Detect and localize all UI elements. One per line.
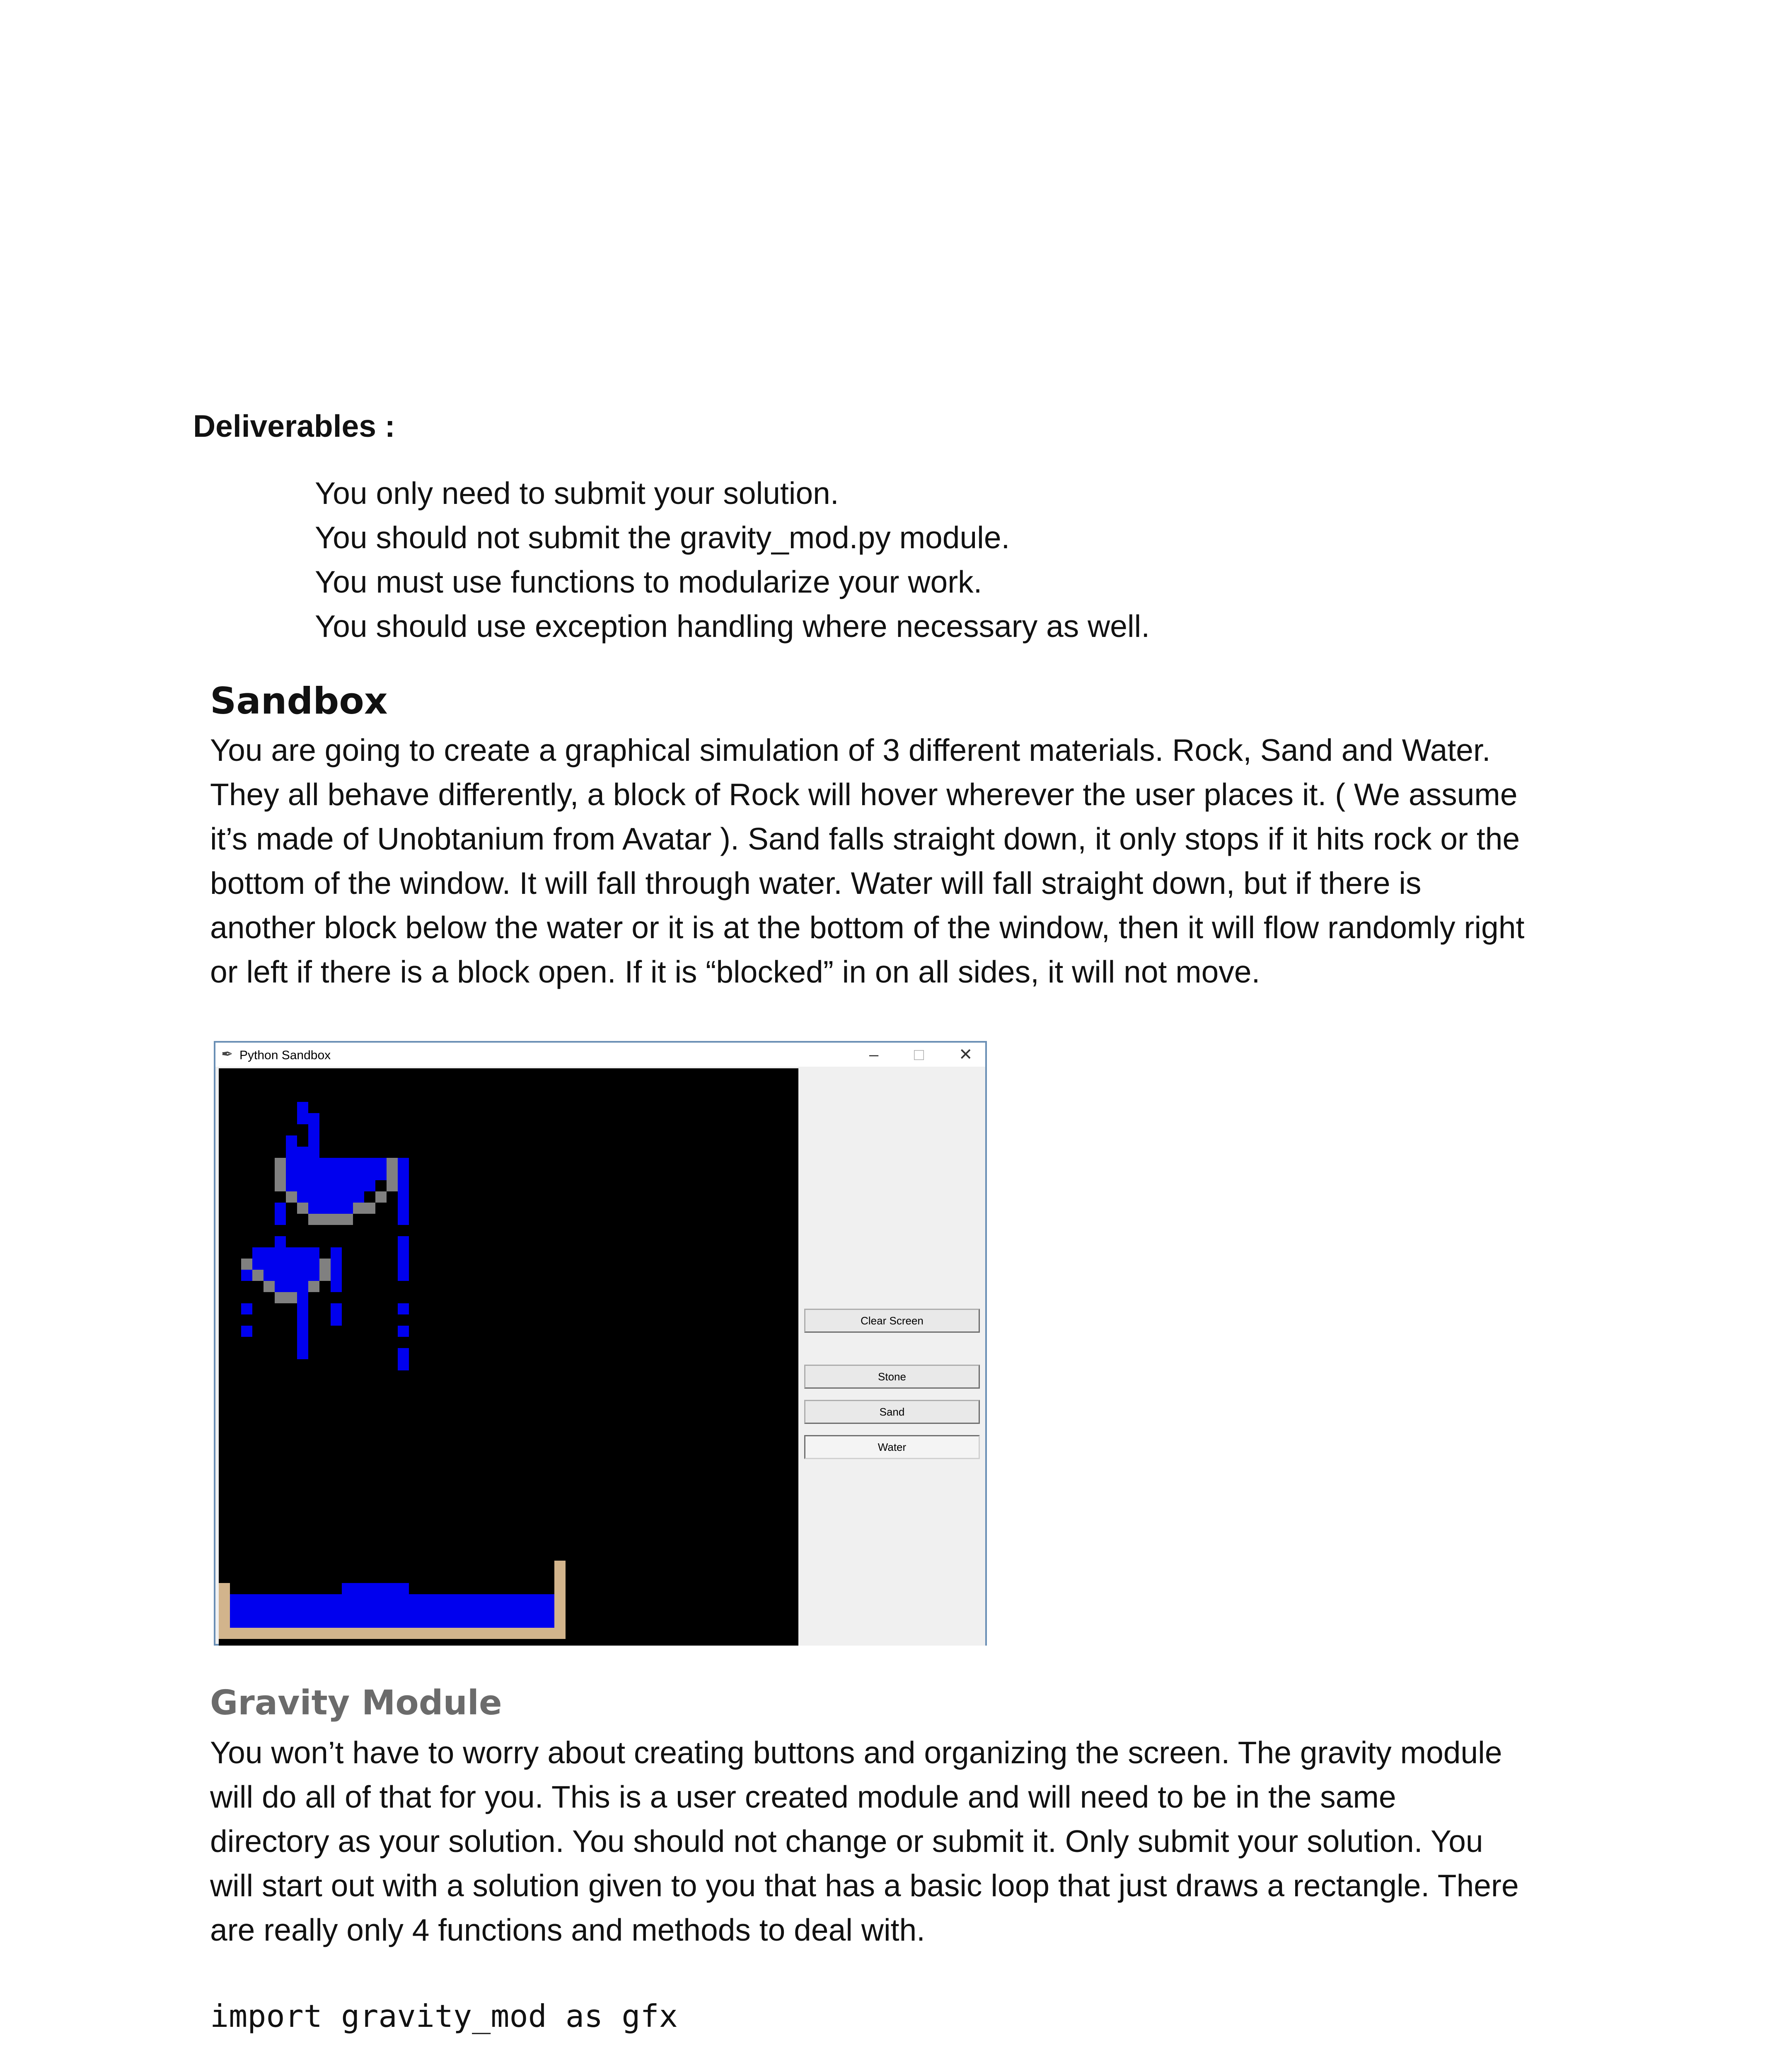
water-cell [398, 1158, 409, 1225]
paragraph-line: or left if there is a block open. If it is “blocked” in on all sides, it will not move. [210, 954, 1260, 989]
stone-cell [375, 1191, 387, 1203]
stone-cell [353, 1203, 375, 1214]
app-window [214, 1041, 987, 1646]
water-cell [241, 1303, 252, 1314]
paragraph-line: They all behave differently, a block of Rock will hover wherever the user places it. ( We assume [210, 777, 1518, 812]
water-cell [286, 1169, 387, 1180]
paragraph-line: another block below the water or it is at the bottom of the window, then it will flow randomly right [210, 910, 1525, 945]
water-cell [331, 1247, 342, 1292]
water-cell [342, 1583, 409, 1594]
deliverable-item: You should not submit the gravity_mod.py module. [315, 520, 1010, 555]
sand-button[interactable]: Sand [804, 1400, 980, 1424]
window-title: Python Sandbox [239, 1048, 331, 1062]
stone-cell [308, 1214, 353, 1225]
title-bar[interactable] [215, 1043, 985, 1067]
water-cell [275, 1203, 286, 1225]
paragraph-line: directory as your solution. You should not change or submit it. Only submit your solution. You [210, 1824, 1483, 1859]
water-cell [297, 1191, 364, 1203]
paragraph-line: You won’t have to worry about creating buttons and organizing the screen. The gravity module [210, 1735, 1502, 1770]
water-cell [286, 1158, 387, 1169]
water-cell [398, 1236, 409, 1281]
maximize-icon[interactable]: □ [914, 1046, 924, 1064]
paragraph-line: bottom of the window. It will fall through water. Water will fall straight down, but if there is [210, 866, 1422, 900]
deliverable-item: You only need to submit your solution. [315, 476, 839, 511]
sand-cell [554, 1561, 566, 1639]
water-cell [398, 1348, 409, 1370]
deliverables-heading: Deliverables : [193, 409, 395, 443]
minimize-icon[interactable]: – [869, 1046, 879, 1064]
deliverable-item: You should use exception handling where necessary as well. [315, 609, 1150, 644]
water-cell [297, 1326, 308, 1359]
water-cell [331, 1303, 342, 1314]
sandbox-heading: Sandbox [210, 680, 388, 722]
feather-icon: ✒ [221, 1046, 233, 1062]
stone-cell [275, 1158, 286, 1191]
stone-cell [297, 1203, 308, 1214]
water-cell [286, 1180, 375, 1191]
water-cell [241, 1259, 331, 1270]
stone-cell [319, 1259, 331, 1281]
sand-cell [219, 1628, 566, 1639]
water-cell [275, 1236, 286, 1247]
water-cell [297, 1281, 308, 1326]
water-cell [241, 1270, 252, 1281]
clear-screen-button[interactable]: Clear Screen [804, 1309, 980, 1333]
stone-cell [264, 1281, 275, 1292]
water-cell [308, 1203, 353, 1214]
stone-button[interactable]: Stone [804, 1365, 980, 1389]
water-cell [331, 1314, 342, 1326]
water-cell [398, 1303, 409, 1314]
water-button[interactable]: Water [804, 1435, 980, 1459]
sandbox-paragraph [210, 728, 1524, 994]
stone-cell [387, 1158, 398, 1191]
stone-cell [252, 1270, 264, 1281]
water-cell [286, 1135, 297, 1147]
close-icon[interactable]: ✕ [959, 1046, 973, 1064]
paragraph-line: it’s made of Unobtanium from Avatar ). Sand falls straight down, it only stops if it hits rock or the [210, 821, 1520, 856]
stone-cell [286, 1191, 297, 1203]
water-cell [230, 1594, 554, 1628]
paragraph-line: will start out with a solution given to you that has a basic loop that just draws a rectangle. There [210, 1868, 1519, 1903]
paragraph-line: You are going to create a graphical simulation of 3 different materials. Rock, Sand and Water. [210, 733, 1491, 767]
sandbox-canvas[interactable] [219, 1068, 798, 1646]
water-cell [297, 1102, 308, 1124]
code-line: import gravity_mod as gfx [210, 1998, 678, 2034]
gravity-module-paragraph [210, 1731, 1519, 1952]
deliverable-item: You must use functions to modularize your work. [315, 564, 982, 599]
stone-cell [308, 1281, 319, 1292]
stone-cell [241, 1259, 252, 1270]
water-cell [308, 1113, 319, 1147]
water-cell [286, 1147, 319, 1158]
deliverables-list [315, 471, 1150, 649]
water-cell [241, 1326, 252, 1337]
gravity-module-heading: Gravity Module [210, 1683, 502, 1723]
paragraph-line: are really only 4 functions and methods to deal with. [210, 1912, 925, 1947]
water-cell [398, 1326, 409, 1337]
water-cell [252, 1247, 319, 1259]
paragraph-line: will do all of that for you. This is a user created module and will need to be in the same [210, 1779, 1396, 1814]
control-panel [798, 1068, 985, 1646]
